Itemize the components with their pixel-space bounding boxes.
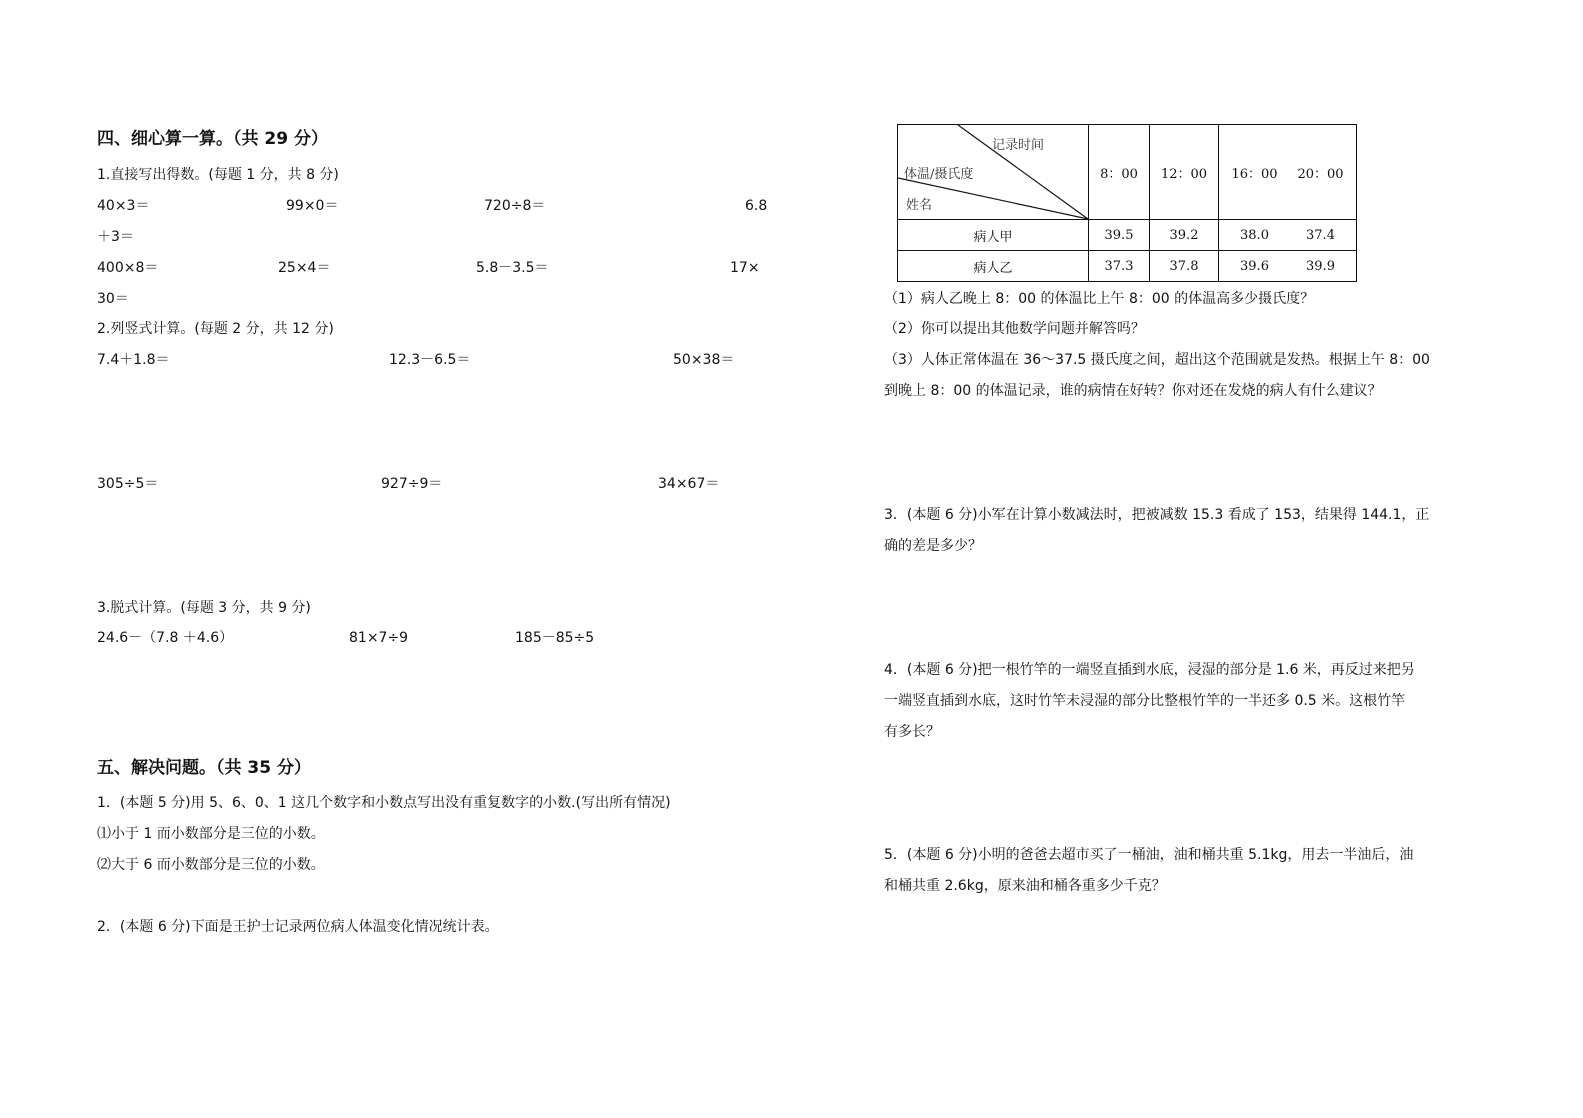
table-header-time: 20：00 [1297,166,1344,182]
problem-1-part-a: ⑴小于 1 而小数部分是三位的小数。 [97,826,325,842]
q1-item: 17× [730,260,760,276]
q1-item: 99×0＝ [286,198,339,214]
q1-item: 5.8－3.5＝ [476,260,549,276]
table-cell: 39.2 [1150,220,1219,251]
q2-sub-3-line2: 到晚上 8：00 的体温记录，谁的病情在好转？你对还在发烧的病人有什么建议？ [884,383,1382,399]
table-cell: 37.4 [1306,227,1335,243]
table-header-diagonal-cell [898,125,1089,220]
q2-item: 7.4＋1.8＝ [97,352,170,368]
problem-4-line2: 一端竖直插到水底，这时竹竿未浸湿的部分比整根竹竿的一半还多 0.5 米。这根竹竿 [884,693,1406,709]
table-cell: 38.0 [1240,227,1269,243]
q1-item: 40×3＝ [97,198,150,214]
problem-4-line3: 有多长？ [884,724,940,740]
problem-3-line2: 确的差是多少？ [884,538,982,554]
table-header-time-pair [1219,125,1357,220]
problem-1: 1．(本题 5 分)用 5、6、0、1 这几个数字和小数点写出没有重复数字的小数.(写出所有情况) [97,795,671,811]
q1-item: 720÷8＝ [484,198,546,214]
q3-item: 24.6－（7.8 ＋4.6） [97,630,234,646]
table-cell: 39.5 [1089,220,1150,251]
q3-item: 81×7÷9 [349,630,409,646]
header-time-label: 记录时间 [992,138,1045,153]
header-name-label: 姓名 [906,198,933,213]
problem-3-line1: 3．(本题 6 分)小军在计算小数减法时，把被减数 15.3 看成了 153，结果得 144.1，正 [884,507,1430,523]
q3-title: 3.脱式计算。(每题 3 分，共 9 分) [97,600,311,616]
problem-2: 2．(本题 6 分)下面是王护士记录两位病人体温变化情况统计表。 [97,919,499,935]
q2-item: 305÷5＝ [97,476,159,492]
table-cell-pair [1219,220,1357,251]
table-cell-pair [1219,251,1357,282]
header-temp-label: 体温/摄氏度 [904,167,974,182]
table-header-time: 16：00 [1231,166,1278,182]
table-cell: 39.9 [1306,258,1335,274]
table-cell: 37.3 [1089,251,1150,282]
q2-sub-2: （2）你可以提出其他数学问题并解答吗？ [884,321,1145,337]
table-row-name: 病人甲 [898,220,1089,251]
problem-4-line1: 4．(本题 6 分)把一根竹竿的一端竖直插到水底，浸湿的部分是 1.6 米，再反过来把另 [884,662,1415,678]
q2-item: 34×67＝ [658,476,720,492]
section-5-title: 五、解决问题。（共 35 分） [97,758,311,778]
q2-sub-1: （1）病人乙晚上 8：00 的体温比上午 8：00 的体温高多少摄氏度？ [884,291,1315,307]
q1-item: 6.8 [745,198,768,214]
table-header-time: 12：00 [1150,125,1219,220]
q2-item: 12.3－6.5＝ [389,352,471,368]
q2-sub-3-line1: （3）人体正常体温在 36～37.5 摄氏度之间，超出这个范围就是发热。根据上午 8：00 [884,352,1430,368]
q2-item: 50×38＝ [673,352,735,368]
table-row-name: 病人乙 [898,251,1089,282]
temperature-table [897,124,1357,282]
problem-5-line1: 5．(本题 6 分)小明的爸爸去超市买了一桶油，油和桶共重 5.1kg，用去一半油后，油 [884,847,1414,863]
q1-item-cont: 30＝ [97,291,129,307]
section-4-title: 四、细心算一算。（共 29 分） [97,129,328,149]
table-header-time: 8：00 [1089,125,1150,220]
q3-item: 185－85÷5 [515,630,595,646]
problem-5-line2: 和桶共重 2.6kg，原来油和桶各重多少千克？ [884,878,1166,894]
problem-1-part-b: ⑵大于 6 而小数部分是三位的小数。 [97,857,325,873]
q2-title: 2.列竖式计算。(每题 2 分，共 12 分) [97,321,334,337]
table-cell: 37.8 [1150,251,1219,282]
q1-item: 25×4＝ [278,260,331,276]
q1-item-cont: ＋3＝ [97,229,134,245]
q2-item: 927÷9＝ [381,476,443,492]
q1-title: 1.直接写出得数。(每题 1 分，共 8 分) [97,167,339,183]
table-cell: 39.6 [1240,258,1269,274]
q1-item: 400×8＝ [97,260,159,276]
